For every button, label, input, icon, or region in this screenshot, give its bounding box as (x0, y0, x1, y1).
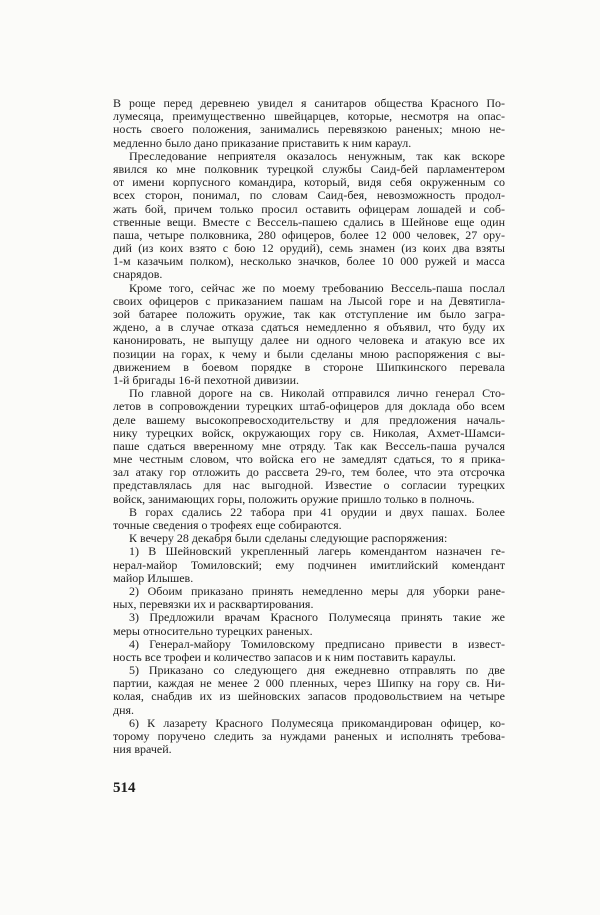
text-line: лумесяца, преимущественно швейцарцев, которые, несмотря на опас- (113, 109, 505, 124)
paragraph (113, 585, 505, 611)
text-line: войск, занимающих горы, положить оружие пришло только в полночь. (113, 491, 475, 506)
text-line: всех сторон, понимал, по словам Саид-бея, невозможность продол- (113, 188, 505, 203)
text-line: представлялась для нас выгодной. Известие о согласии турецких (113, 478, 505, 493)
page-number: 514 (113, 780, 136, 796)
paragraph (113, 506, 505, 532)
text-line: точные сведения о трофеях еще собираются. (113, 518, 342, 532)
text-line: паша, четыре полковника, 280 офицеров, более 12 000 человек, 27 ору- (113, 227, 505, 242)
text-line: ных, перевязки их и расквартирования. (113, 597, 314, 612)
text-line: явился ко мне полковник турецкой службы Саид-бей парламентером (113, 161, 505, 176)
text-line: майор Илышев. (113, 570, 194, 585)
text-line: дня. (113, 702, 135, 717)
text-line: зой батарее положить оружие, так как отступление им было загра- (113, 307, 505, 321)
text-line: медленно было дано приказание приставить к ним караул. (113, 135, 412, 150)
paragraph (113, 97, 505, 150)
text-line: 1-м казачьим полком), несколько значков, более 10 000 ружей и масса (113, 254, 505, 269)
text-line: ждено, а в случае отказа сдаться немедленно я объявил, что буду их (113, 320, 505, 335)
text-line: партии, каждая не менее 2 000 пленных, через Шипку на гору св. Ни- (113, 676, 505, 691)
text-line: 4) Генерал-майору Томиловскому предписано привести в извест- (129, 636, 505, 651)
text-line: канонировать, не выпущу далее ни одного человека и атакую все их (113, 333, 505, 348)
paragraph (113, 638, 505, 664)
text-line: 1) В Шейновский укрепленный лагерь комендантом назначен ге- (129, 544, 505, 559)
paragraph (113, 717, 505, 757)
text-line: В горах сдались 22 табора при 41 орудии и двух пашах. Более (129, 504, 505, 519)
text-line: К вечеру 28 декабря были сделаны следующие распоряжения: (129, 531, 448, 546)
paragraph (113, 664, 505, 717)
text-line: ния врачей. (113, 742, 172, 757)
text-line: 2) Обоим приказано принять немедленно меры для уборки ране- (129, 583, 505, 598)
text-line: 1-й бригады 16-й пехотной дивизии. (113, 372, 300, 387)
text-line: 5) Приказано со следующего дня ежедневно отправлять по две (129, 663, 505, 678)
text-line: колая, снабдив их из шейновских запасов продовольствием на четыре (113, 689, 505, 704)
text-line: от имени корпусного командира, который, видя себя окруженным со (113, 175, 505, 190)
text-line: позиции на горах, к чему и были сделаны мною распоряжения с вы- (113, 346, 505, 361)
paragraph (113, 611, 505, 637)
text-line: ность своего положения, занимались перевязкою раненых; мною не- (113, 122, 505, 137)
text-line: дий (из коих взято с бою 12 орудий), семь знамен (из коих два взяты (113, 241, 505, 256)
text-line: торому поручено следить за нуждами раненых и исполнять требова- (113, 729, 505, 743)
text-line: летов в сопровождении турецких штаб-офицеров для доклада обо всем (113, 399, 505, 414)
text-line: В роще перед деревнею увидел я санитаров общества Красного По- (113, 96, 505, 110)
text-line: паше сдаться вверенному мне отряду. Так как Вессель-паша ручался (113, 438, 505, 453)
text-line: По главной дороге на св. Николай отправился лично генерал Сто- (129, 386, 505, 401)
text-line: деле вашему высокопревосходительству и для предложения началь- (113, 412, 505, 427)
text-line: 6) К лазарету Красного Полумесяца прикомандирован офицер, ко- (129, 715, 505, 730)
text-line: ственные вещи. Вместе с Вессель-пашею сдались в Шейнове еще один (113, 214, 505, 229)
text-line: зал атаку гор отложить до рассвета 29-го, тем более, что эта отсрочка (113, 465, 505, 480)
paragraph (113, 282, 505, 388)
text-line: мне честным словом, что войска его не замедлят сдаться, то я прика- (113, 452, 505, 467)
text-line: своих офицеров с приказанием пашам на Лысой горе и на Девятигла- (113, 293, 505, 308)
page-body-text (113, 97, 505, 756)
text-line: нику турецких войск, окружающих гору св. Николая, Ахмет-Шамси- (113, 425, 505, 440)
paragraph (113, 387, 505, 506)
paragraph (113, 545, 505, 585)
text-line: жать бой, причем только просил оставить офицерам лошадей и соб- (113, 201, 505, 216)
text-line: движением в боевом порядке в стороне Шипкинского перевала (113, 359, 505, 374)
text-line: ность все трофеи и количество запасов и к ним поставить караулы. (113, 649, 456, 664)
paragraph (113, 150, 505, 282)
text-line: нерал-майор Томиловский; ему подчинен имитлийский комендант (113, 557, 505, 572)
text-line: 3) Предложили врачам Красного Полумесяца принять такие же (129, 610, 505, 625)
text-line: снарядов. (113, 267, 163, 282)
text-line: Преследование неприятеля оказалось ненужным, так как вскоре (129, 148, 505, 163)
text-line: меры относительно турецких раненых. (113, 623, 313, 638)
text-line: Кроме того, сейчас же по моему требованию Вессель-паша послал (129, 280, 505, 295)
